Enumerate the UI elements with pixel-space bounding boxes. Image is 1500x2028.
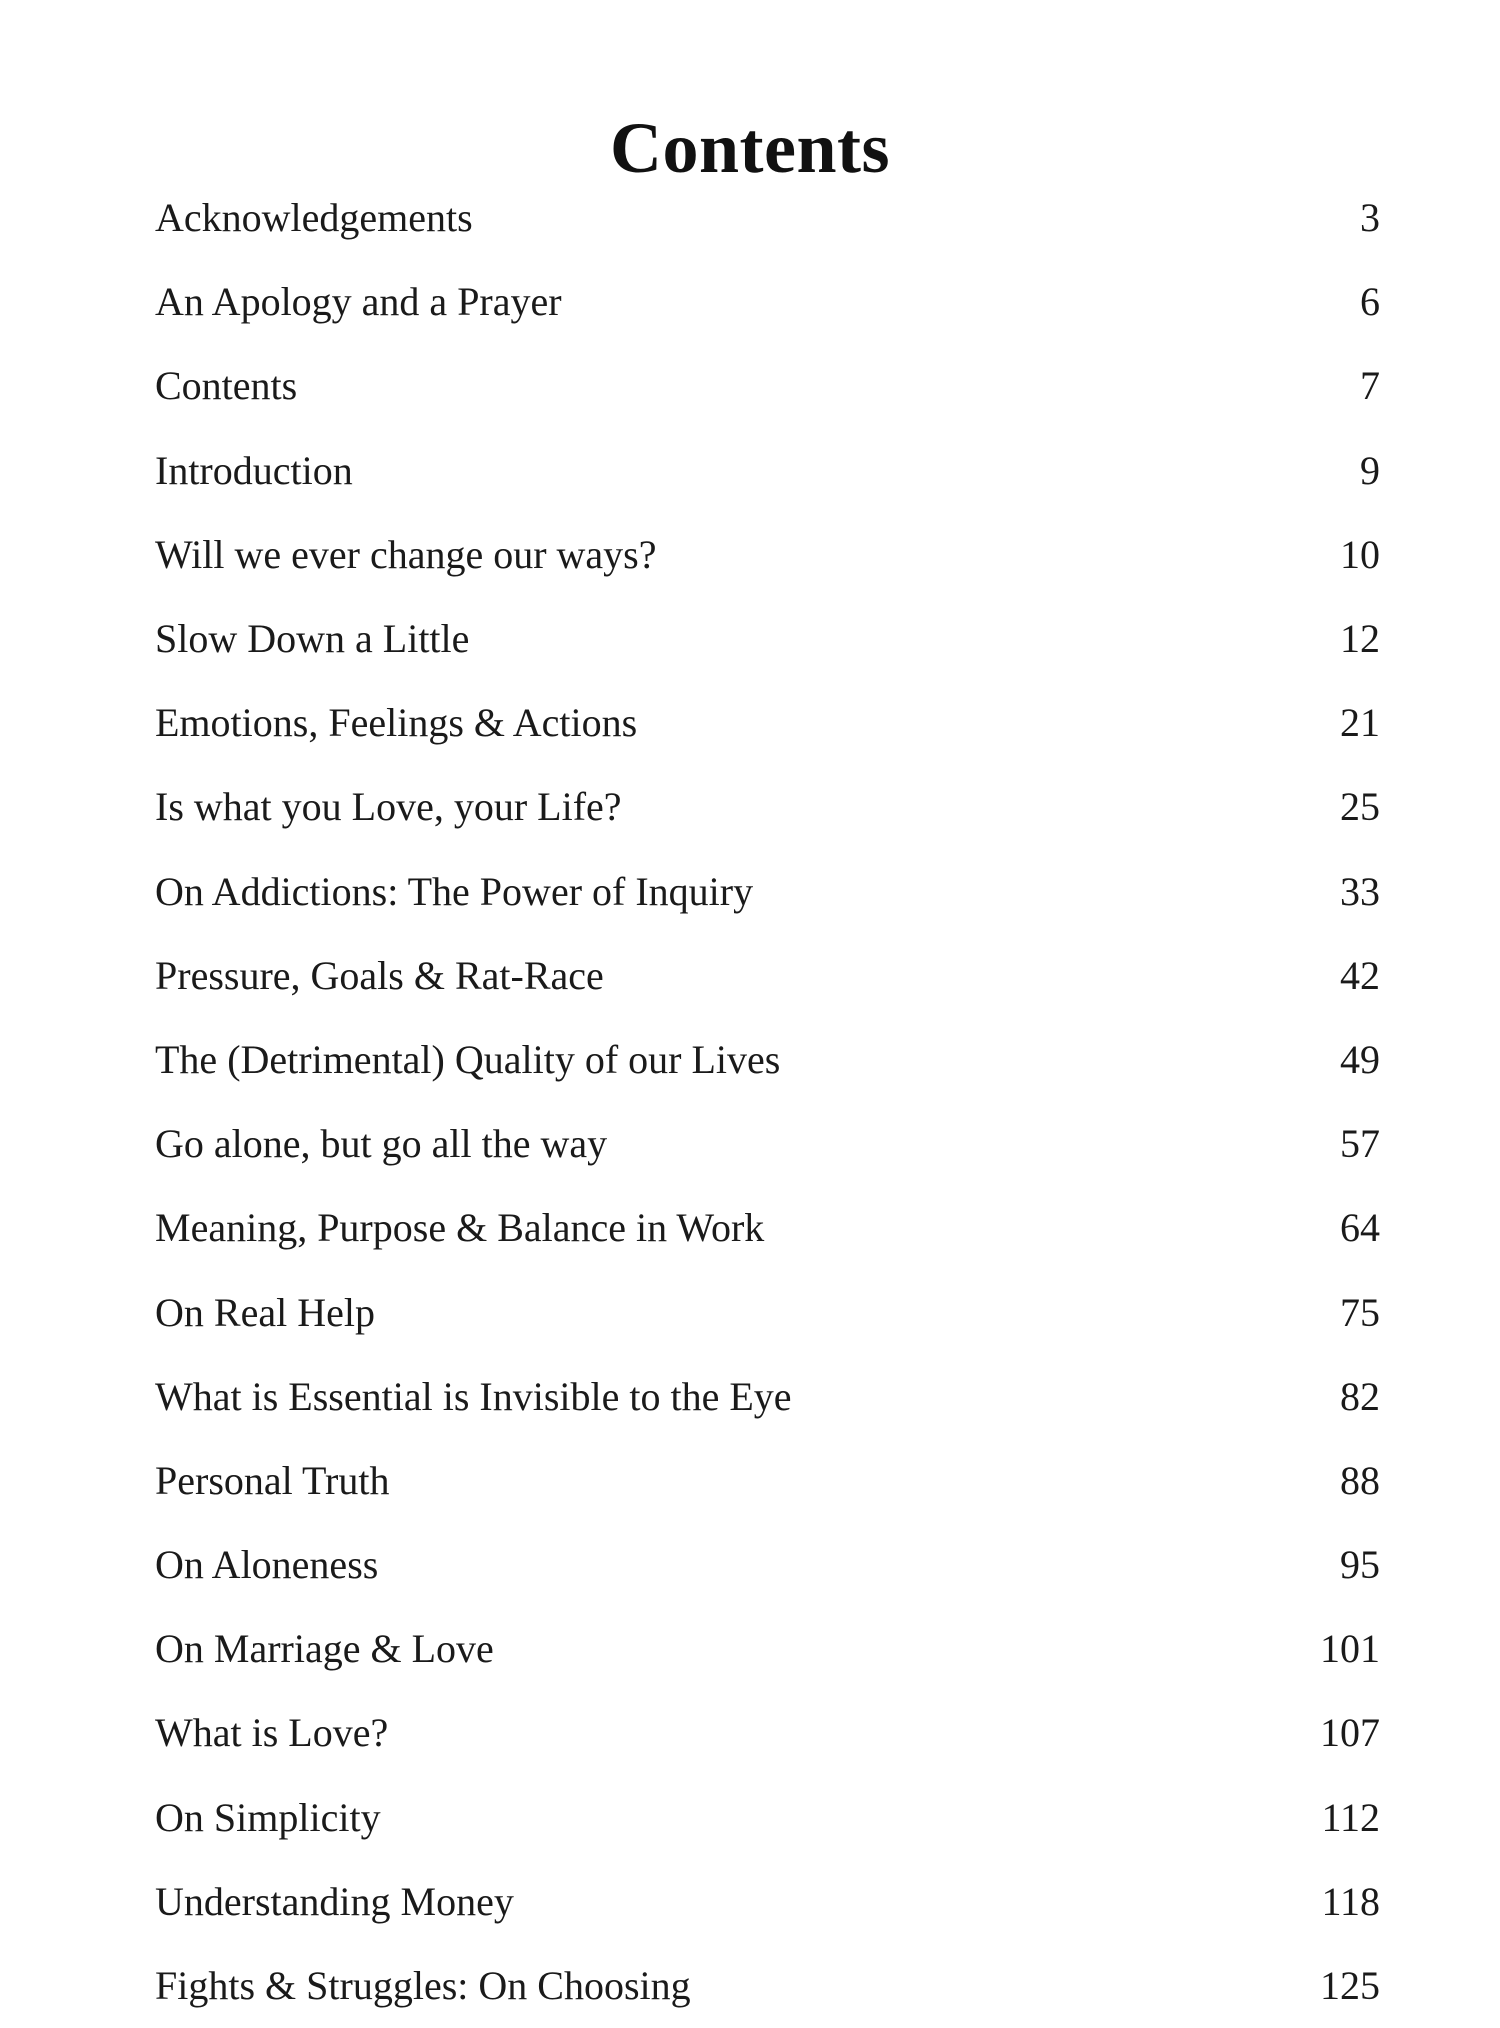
toc-entry-page: 82 (1340, 1373, 1380, 1419)
toc-entry-page: 118 (1321, 1878, 1380, 1924)
toc-entry-page: 49 (1340, 1036, 1380, 1082)
toc-entry-page: 64 (1340, 1205, 1380, 1251)
toc-entry (155, 1523, 1380, 1607)
page-title: Contents (609, 108, 890, 189)
toc-entry-title: Introduction (155, 447, 353, 493)
toc-entry-page: 75 (1340, 1289, 1380, 1335)
toc-entry-title: Slow Down a Little (155, 616, 470, 662)
toc-entry-page: 88 (1340, 1457, 1380, 1503)
toc-entry (155, 1186, 1380, 1270)
toc-entry-page: 112 (1321, 1794, 1380, 1840)
toc-entry (155, 260, 1380, 344)
toc-entry (155, 1776, 1380, 1860)
toc-entry-title: An Apology and a Prayer (155, 279, 562, 325)
toc-entry-page: 21 (1340, 700, 1380, 746)
toc-entry-title: Will we ever change our ways? (155, 531, 657, 577)
toc-entry (155, 344, 1380, 428)
toc-entry-title: Fights & Struggles: On Choosing (155, 1963, 691, 2009)
table-of-contents (155, 176, 1380, 2028)
toc-entry-page: 107 (1320, 1710, 1380, 1756)
toc-entry (155, 1607, 1380, 1691)
toc-entry-page: 9 (1360, 447, 1380, 493)
toc-entry-title: The (Detrimental) Quality of our Lives (155, 1036, 781, 1082)
toc-entry-page: 101 (1320, 1626, 1380, 1672)
toc-entry-title: Emotions, Feelings & Actions (155, 700, 638, 746)
toc-entry-title: On Addictions: The Power of Inquiry (155, 868, 754, 914)
toc-entry-title: Understanding Money (155, 1878, 514, 1924)
toc-entry (155, 934, 1380, 1018)
toc-entry-page: 12 (1340, 616, 1380, 662)
toc-entry (155, 176, 1380, 260)
toc-entry (155, 1270, 1380, 1354)
toc-entry (155, 1439, 1380, 1523)
toc-entry (155, 681, 1380, 765)
toc-entry-title: Is what you Love, your Life? (155, 784, 622, 830)
toc-entry-title: On Aloneness (155, 1542, 379, 1588)
toc-entry-page: 57 (1340, 1121, 1380, 1167)
toc-entry-title: On Simplicity (155, 1794, 381, 1840)
toc-entry-page: 25 (1340, 784, 1380, 830)
toc-entry-title: Go alone, but go all the way (155, 1121, 608, 1167)
toc-entry (155, 1018, 1380, 1102)
toc-entry-page: 7 (1360, 363, 1380, 409)
toc-entry-page: 42 (1340, 952, 1380, 998)
toc-entry (155, 1860, 1380, 1944)
toc-entry (155, 429, 1380, 513)
toc-entry-page: 3 (1360, 195, 1380, 241)
toc-entry (155, 1944, 1380, 2028)
toc-entry (155, 1691, 1380, 1775)
toc-entry-title: What is Love? (155, 1710, 389, 1756)
toc-entry-title: Acknowledgements (155, 195, 473, 241)
toc-entry-page: 125 (1320, 1963, 1380, 2009)
toc-entry-title: Personal Truth (155, 1457, 390, 1503)
toc-entry-title: Pressure, Goals & Rat-Race (155, 952, 604, 998)
toc-entry-title: Meaning, Purpose & Balance in Work (155, 1205, 765, 1251)
toc-entry-title: On Marriage & Love (155, 1626, 494, 1672)
toc-entry-page: 95 (1340, 1542, 1380, 1588)
toc-entry-title: What is Essential is Invisible to the Eye (155, 1373, 792, 1419)
toc-entry (155, 1102, 1380, 1186)
toc-entry (155, 765, 1380, 849)
toc-entry-page: 6 (1360, 279, 1380, 325)
toc-entry-title: Contents (155, 363, 298, 409)
toc-entry-title: On Real Help (155, 1289, 375, 1335)
toc-entry-page: 10 (1340, 531, 1380, 577)
toc-entry (155, 850, 1380, 934)
toc-entry (155, 597, 1380, 681)
toc-entry-page: 33 (1340, 868, 1380, 914)
toc-entry (155, 513, 1380, 597)
toc-entry (155, 1355, 1380, 1439)
